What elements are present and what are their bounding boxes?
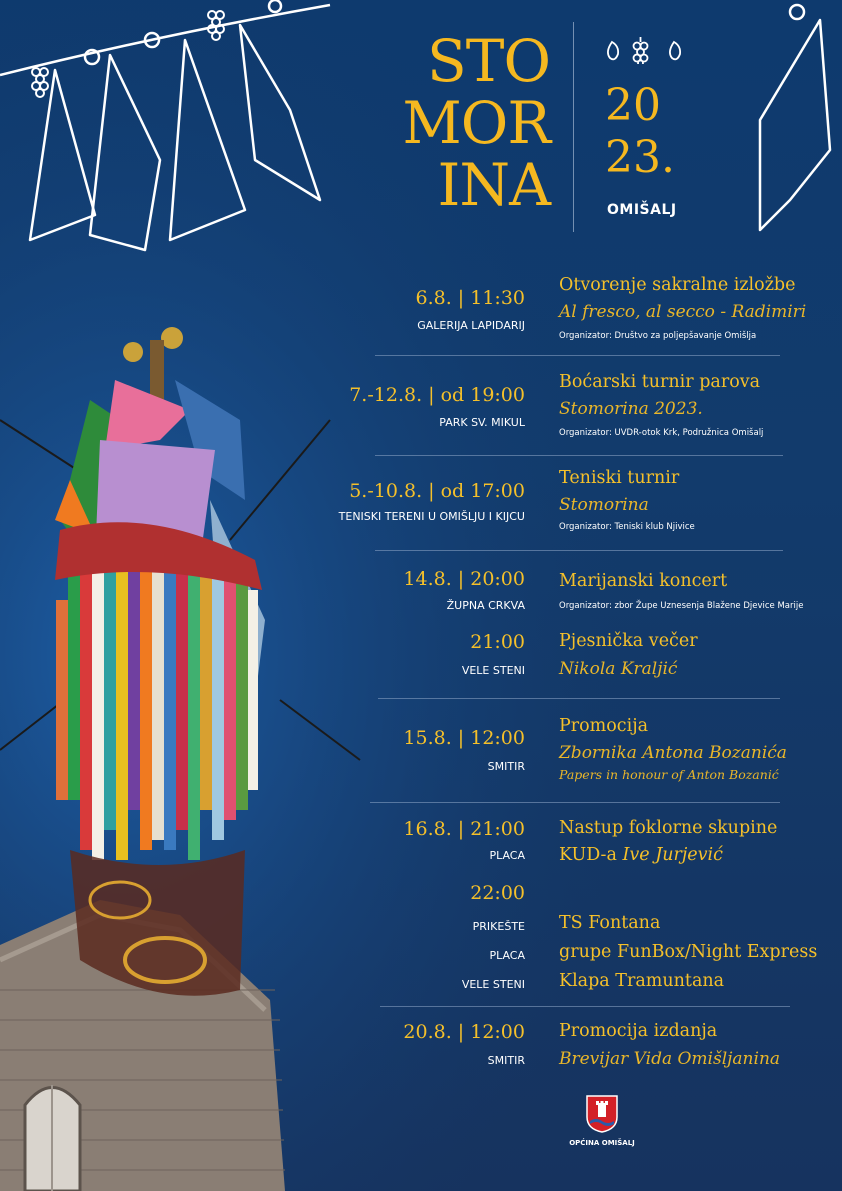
event-name: Teniski turnir — [559, 468, 680, 488]
event-name: Otvorenje sakralne izložbe — [559, 275, 796, 295]
event-subtitle-english: Papers in honour of Anton Bozanić — [559, 767, 779, 782]
event-subtitle: Nikola Kraljić — [559, 659, 678, 679]
performer-name: Ive Jurjević — [622, 845, 723, 865]
event-location: GALERIJA LAPIDARIJ — [417, 319, 525, 332]
event-location: PLACA — [489, 849, 525, 862]
event-time: 20.8. | 12:00 — [403, 1021, 525, 1043]
title-line: MOR — [402, 89, 550, 157]
town-name: OMIŠALJ — [607, 202, 677, 218]
event-organizer: Organizator: UVDR-otok Krk, Podružnica Omišalj — [559, 428, 764, 438]
fig-icon — [670, 42, 680, 59]
municipality-logo — [562, 1095, 642, 1147]
event-name: Marijanski koncert — [559, 571, 728, 591]
event-subtitle: Al fresco, al secco - Radimiri — [559, 302, 807, 322]
event-location: TENISKI TERENI U OMIŠLJU I KIJCU — [338, 510, 525, 523]
event-divider — [380, 1006, 790, 1007]
title-divider — [573, 22, 574, 232]
event-time: 6.8. | 11:30 — [415, 287, 525, 309]
logo-label: OPĆINA OMIŠALJ — [569, 1139, 635, 1147]
year-line: 23. — [605, 132, 675, 183]
festival-year — [605, 80, 675, 184]
shield-crest-icon — [586, 1095, 618, 1133]
event-name: Promocija izdanja — [559, 1021, 718, 1041]
fig-icon — [608, 42, 618, 59]
event-location: PARK SV. MIKUL — [439, 416, 525, 429]
event-name: grupe FunBox/Night Express — [559, 942, 818, 962]
event-organizer: Organizator: Društvo za poljepšavanje Omišlja — [559, 331, 757, 341]
event-time: 22:00 — [470, 882, 525, 904]
year-line: 20 — [605, 80, 661, 131]
event-subtitle: Stomorina 2023. — [559, 399, 703, 419]
event-name: TS Fontana — [559, 913, 661, 933]
event-performer — [559, 845, 723, 865]
event-location: SMITIR — [487, 1054, 525, 1067]
event-time: 14.8. | 20:00 — [403, 568, 525, 590]
event-time: 15.8. | 12:00 — [403, 727, 525, 749]
event-divider — [375, 455, 783, 456]
event-location: PLACA — [489, 949, 525, 962]
event-organizer: Organizator: zbor Župe Uznesenja Blažene Djevice Marije — [559, 601, 804, 611]
event-time: 16.8. | 21:00 — [403, 818, 525, 840]
header-icons — [602, 36, 692, 64]
event-time: 7.-12.8. | od 19:00 — [349, 384, 525, 406]
grape-icon — [634, 37, 648, 64]
event-subtitle: Zbornika Antona Bozanića — [559, 743, 787, 763]
event-time: 5.-10.8. | od 17:00 — [349, 480, 525, 502]
event-time: 21:00 — [470, 631, 525, 653]
title-line: STO — [427, 27, 550, 95]
event-divider — [378, 698, 780, 699]
event-location: ŽUPNA CRKVA — [446, 599, 525, 612]
event-subtitle: Brevijar Vida Omišljanina — [559, 1049, 781, 1069]
event-name: Nastup foklorne skupine — [559, 818, 778, 838]
event-location: VELE STENI — [461, 978, 525, 991]
event-divider — [375, 550, 783, 551]
event-name: Pjesnička večer — [559, 631, 698, 651]
event-name: Klapa Tramuntana — [559, 971, 725, 991]
event-subtitle: Stomorina — [559, 495, 649, 515]
event-divider — [370, 802, 780, 803]
event-location: SMITIR — [487, 760, 525, 773]
event-location: VELE STENI — [461, 664, 525, 677]
event-organizer: Organizator: Teniski klub Njivice — [559, 522, 695, 532]
event-name: Promocija — [559, 716, 649, 736]
event-divider — [375, 355, 780, 356]
title-line: INA — [437, 151, 550, 219]
festival-title — [380, 27, 550, 219]
performer-prefix: KUD-a — [559, 845, 617, 865]
event-location: PRIKEŠTE — [472, 920, 525, 933]
ribbon-pole — [55, 327, 265, 996]
event-name: Boćarski turnir parova — [559, 372, 761, 392]
